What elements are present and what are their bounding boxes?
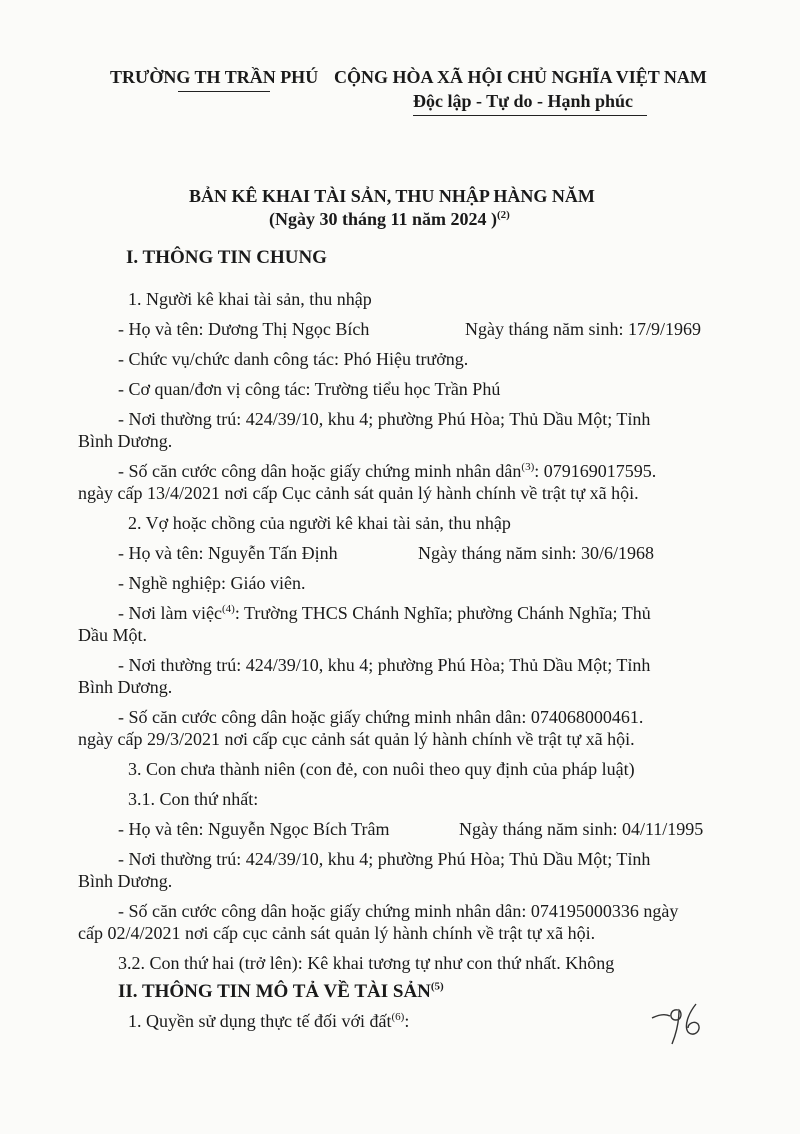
child1-dob: Ngày tháng năm sinh: 04/11/1995 — [459, 819, 704, 839]
spouse-id-line1: - Số căn cước công dân hoặc giấy chứng minh nhân dân: 074068000461. — [118, 707, 644, 727]
declarant-name: - Họ và tên: Dương Thị Ngọc Bích — [118, 319, 370, 339]
spouse-name: - Họ và tên: Nguyễn Tấn Định — [118, 543, 338, 563]
country-name: CỘNG HÒA XÃ HỘI CHỦ NGHĨA VIỆT NAM — [334, 67, 707, 87]
spouse-id-line2: ngày cấp 29/3/2021 nơi cấp cục cảnh sát quản lý hành chính về trật tự xã hội. — [78, 729, 635, 749]
document-date: (Ngày 30 tháng 11 năm 2024 )$^{(2)}$ — [269, 209, 510, 229]
spouse-work-line2: Dầu Một. — [78, 625, 147, 645]
declarant-id-line2: ngày cấp 13/4/2021 nơi cấp Cục cảnh sát quản lý hành chính về trật tự xã hội. — [78, 483, 639, 503]
spouse-work-line1: - Nơi làm việc$^{(4)}$: Trường THCS Chánh Nghĩa; phường Chánh Nghĩa; Thủ — [118, 603, 651, 623]
child1-name: - Họ và tên: Nguyễn Ngọc Bích Trâm — [118, 819, 390, 839]
declarant-agency: - Cơ quan/đơn vị công tác: Trường tiểu học Trần Phú — [118, 379, 501, 399]
spouse-residence-line2: Bình Dương. — [78, 677, 173, 697]
spouse-job: - Nghề nghiệp: Giáo viên. — [118, 573, 306, 593]
declarant-residence-line1: - Nơi thường trú: 424/39/10, khu 4; phường Phú Hòa; Thủ Dầu Một; Tỉnh — [118, 409, 651, 429]
declarant-dob: Ngày tháng năm sinh: 17/9/1969 — [465, 319, 701, 339]
land-use-item: 1. Quyền sử dụng thực tế đối với đất$^{(6)}$: — [128, 1011, 410, 1031]
child2-line: 3.2. Con thứ hai (trở lên): Kê khai tương tự như con thứ nhất. Không — [118, 953, 615, 973]
motto-underline — [413, 115, 647, 116]
school-name: TRƯỜNG TH TRẦN PHÚ — [110, 67, 319, 87]
section-1-heading: I. THÔNG TIN CHUNG — [126, 247, 327, 268]
document-title: BẢN KÊ KHAI TÀI SẢN, THU NHẬP HÀNG NĂM — [189, 186, 595, 206]
handwritten-initials-signature — [648, 1000, 706, 1048]
section-2-heading: II. THÔNG TIN MÔ TẢ VỀ TÀI SẢN$^{(5)}$ — [118, 980, 444, 1002]
declarant-heading: 1. Người kê khai tài sản, thu nhập — [128, 289, 372, 309]
school-underline — [178, 91, 270, 92]
child1-id-line1: - Số căn cước công dân hoặc giấy chứng minh nhân dân: 074195000336 ngày — [118, 901, 679, 921]
child1-heading: 3.1. Con thứ nhất: — [128, 789, 259, 809]
declarant-id-line1: - Số căn cước công dân hoặc giấy chứng minh nhân dân$^{(3)}$: 079169017595. — [118, 461, 657, 481]
child1-residence-line1: - Nơi thường trú: 424/39/10, khu 4; phường Phú Hòa; Thủ Dầu Một; Tỉnh — [118, 849, 651, 869]
child1-id-line2: cấp 02/4/2021 nơi cấp cục cảnh sát quản lý hành chính về trật tự xã hội. — [78, 923, 596, 943]
children-heading: 3. Con chưa thành niên (con đẻ, con nuôi theo quy định của pháp luật) — [128, 759, 635, 779]
declarant-residence-line2: Bình Dương. — [78, 431, 173, 451]
spouse-residence-line1: - Nơi thường trú: 424/39/10, khu 4; phường Phú Hòa; Thủ Dầu Một; Tỉnh — [118, 655, 651, 675]
spouse-heading: 2. Vợ hoặc chồng của người kê khai tài sản, thu nhập — [128, 513, 511, 533]
child1-residence-line2: Bình Dương. — [78, 871, 173, 891]
spouse-dob: Ngày tháng năm sinh: 30/6/1968 — [418, 543, 654, 563]
motto: Độc lập - Tự do - Hạnh phúc — [413, 91, 634, 111]
declarant-position: - Chức vụ/chức danh công tác: Phó Hiệu trưởng. — [118, 349, 469, 369]
